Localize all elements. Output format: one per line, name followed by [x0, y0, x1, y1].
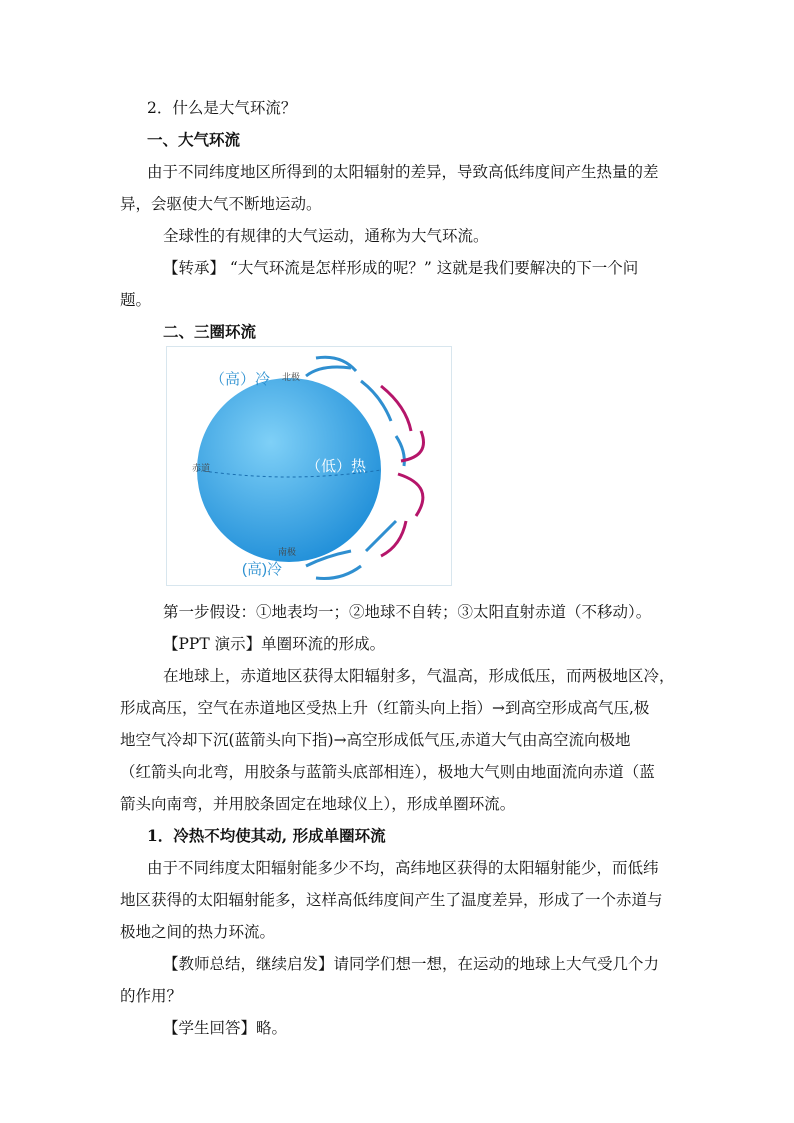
- paragraph-line: 地区获得的太阳辐射能多，这样高低纬度间产生了温度差异，形成了一个赤道与: [120, 891, 663, 909]
- paragraph-line: 由于不同纬度地区所得到的太阳辐射的差异，导致高低纬度间产生热量的差: [147, 163, 659, 181]
- section-heading-atmospheric-circulation: 一、大气环流: [147, 130, 241, 149]
- label-high-cold-top: （高）冷: [210, 371, 271, 388]
- paragraph-line: 【转承】 “大气环流是怎样形成的呢？” 这就是我们要解决的下一个问: [163, 259, 639, 277]
- paragraph-line: 第一步假设：①地表均一；②地球不自转；③太阳直射赤道（不移动）。: [163, 603, 652, 621]
- label-south-pole: 南极: [278, 547, 297, 557]
- question-heading: 2．什么是大气环流？: [147, 99, 297, 117]
- paragraph-line: 极地之间的热力环流。: [120, 923, 276, 941]
- single-cell-circulation-diagram: [166, 346, 452, 586]
- paragraph-line: 的作用？: [120, 987, 183, 1005]
- paragraph-line: 【PPT 演示】单圈环流的形成。: [163, 635, 386, 653]
- paragraph-line: 形成高压，空气在赤道地区受热上升（红箭头向上指）→到高空形成高气压,极: [120, 699, 650, 717]
- circulation-svg: [166, 346, 452, 586]
- paragraph-line: 【学生回答】略。: [163, 1019, 288, 1037]
- paragraph-line: 在地球上，赤道地区获得太阳辐射多，气温高，形成低压，而两极地区冷，: [163, 667, 675, 685]
- label-high-cold-bottom: (高)冷: [242, 561, 282, 578]
- label-low-hot: （低）热: [306, 458, 367, 475]
- paragraph-line: 地空气冷却下沉(蓝箭头向下指)→高空形成低气压,赤道大气由高空流向极地: [120, 731, 631, 749]
- paragraph-line: 全球性的有规律的大气运动，通称为大气环流。: [163, 227, 489, 245]
- paragraph-line: 箭头向南弯，并用胶条固定在地球仪上），形成单圈环流。: [120, 795, 516, 813]
- subsection-heading-single-cell: 1．冷热不均使其动, 形成单圈环流: [147, 826, 386, 845]
- paragraph-line: 由于不同纬度太阳辐射能多少不均，高纬地区获得的太阳辐射能少，而低纬: [147, 859, 659, 877]
- paragraph-line: 【教师总结，继续启发】请同学们想一想，在运动的地球上大气受几个力: [163, 955, 660, 973]
- section-heading-three-cell: 二、三圈环流: [163, 322, 257, 341]
- paragraph-line: 题。: [120, 291, 152, 309]
- paragraph-line: 异，会驱使大气不断地运动。: [120, 195, 322, 213]
- label-equator: 赤道: [192, 463, 211, 473]
- label-north-pole: 北极: [282, 372, 301, 382]
- paragraph-line: （红箭头向北弯，用胶条与蓝箭头底部相连），极地大气则由地面流向赤道（蓝: [120, 763, 655, 781]
